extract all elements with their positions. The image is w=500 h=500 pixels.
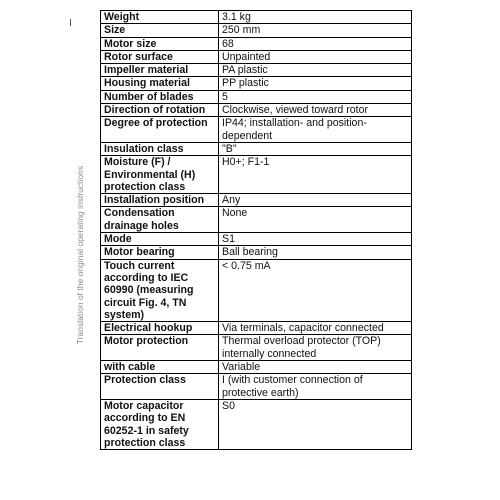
row-label: with cable (101, 361, 219, 374)
row-value: "B" (219, 142, 412, 155)
row-value: 68 (219, 37, 412, 50)
row-value: 3.1 kg (219, 11, 412, 24)
table-row (101, 37, 412, 50)
row-label: Motor protection (101, 335, 219, 361)
row-label: Protection class (101, 374, 219, 400)
row-label: Moisture (F) / Environmental (H) protection class (101, 156, 219, 194)
table-row (101, 142, 412, 155)
row-label: Installation position (101, 194, 219, 207)
row-label: Electrical hookup (101, 322, 219, 335)
row-value: 250 mm (219, 24, 412, 37)
row-label: Housing material (101, 77, 219, 90)
row-label: Condensation drainage holes (101, 207, 219, 233)
margin-tick (70, 19, 71, 26)
table-row (101, 50, 412, 63)
row-label: Motor bearing (101, 246, 219, 259)
table-row (101, 156, 412, 194)
row-value: Clockwise, viewed toward rotor (219, 104, 412, 117)
row-value: PP plastic (219, 77, 412, 90)
table-row (101, 117, 412, 143)
row-value: PA plastic (219, 64, 412, 77)
row-value: < 0.75 mA (219, 259, 412, 321)
row-label: Impeller material (101, 64, 219, 77)
row-value: Via terminals, capacitor connected (219, 322, 412, 335)
row-value: 5 (219, 90, 412, 103)
row-value: I (with customer connection of protective earth) (219, 374, 412, 400)
row-value: S1 (219, 233, 412, 246)
table-row (101, 24, 412, 37)
table-row (101, 77, 412, 90)
table-row (101, 194, 412, 207)
row-label: Direction of rotation (101, 104, 219, 117)
row-value: Any (219, 194, 412, 207)
margin-note: Translation of the original operating instructions (75, 165, 85, 345)
table-row (101, 11, 412, 24)
table-row (101, 233, 412, 246)
row-value: Ball bearing (219, 246, 412, 259)
row-label: Motor capacitor according to EN 60252-1 in safety protection class (101, 399, 219, 449)
spec-table (100, 10, 412, 450)
row-value: IP44; installation- and position-dependent (219, 117, 412, 143)
table-row (101, 259, 412, 321)
table-row (101, 335, 412, 361)
table-row (101, 207, 412, 233)
row-label: Size (101, 24, 219, 37)
row-label: Insulation class (101, 142, 219, 155)
table-row (101, 361, 412, 374)
row-label: Touch current according to IEC 60990 (measuring circuit Fig. 4, TN system) (101, 259, 219, 321)
table-row (101, 399, 412, 449)
row-value: None (219, 207, 412, 233)
row-value: H0+; F1-1 (219, 156, 412, 194)
row-value: S0 (219, 399, 412, 449)
table-row (101, 322, 412, 335)
table-row (101, 90, 412, 103)
table-row (101, 246, 412, 259)
row-label: Motor size (101, 37, 219, 50)
row-label: Degree of protection (101, 117, 219, 143)
table-row (101, 64, 412, 77)
row-label: Mode (101, 233, 219, 246)
row-label: Rotor surface (101, 50, 219, 63)
row-value: Variable (219, 361, 412, 374)
row-label: Number of blades (101, 90, 219, 103)
row-label: Weight (101, 11, 219, 24)
table-row (101, 374, 412, 400)
row-value: Unpainted (219, 50, 412, 63)
row-value: Thermal overload protector (TOP) internally connected (219, 335, 412, 361)
table-row (101, 104, 412, 117)
